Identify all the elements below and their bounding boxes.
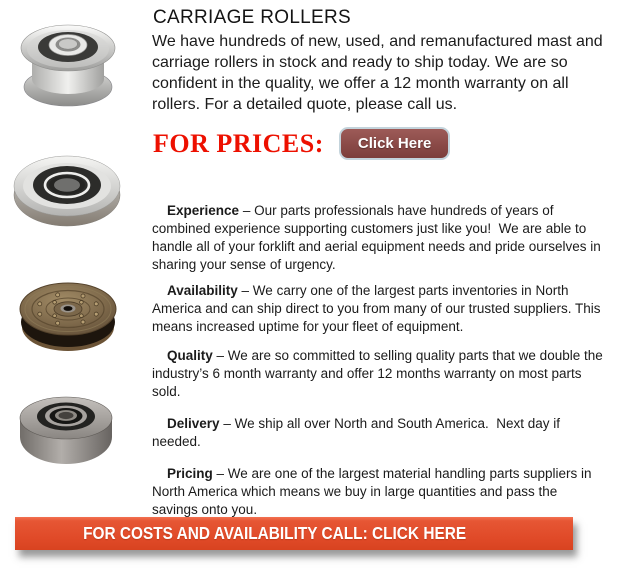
page-title: CARRIAGE ROLLERS [153, 7, 352, 28]
section-pricing-text: – We are one of the largest material handling parts suppliers in North America which means we buy in large quantities and pass the savings onto you. [152, 466, 596, 517]
for-prices-row [153, 127, 450, 160]
section-delivery-text: – We ship all over North and South America. Next day if needed. [152, 416, 564, 449]
section-experience-label: Experience [167, 203, 240, 218]
section-quality-label: Quality [167, 348, 213, 363]
costs-availability-banner-text: FOR COSTS AND AVAILABILITY CALL: CLICK HERE [83, 523, 467, 543]
click-here-button[interactable]: Click Here [339, 127, 450, 160]
costs-availability-banner[interactable] [15, 517, 573, 550]
carriage-roller-bearing-photo [12, 146, 122, 231]
section-pricing-label: Pricing [167, 466, 213, 481]
mast-roller-drum-photo [14, 385, 118, 477]
section-availability-label: Availability [167, 283, 238, 298]
section-availability-text: – We carry one of the largest parts inventories in North America and can ship direct to you from many of our trusted suppliers. This means increased uptime for your fleet of equipment. [152, 283, 605, 334]
sheave-pulley-roller-photo [16, 271, 120, 359]
section-experience-text: – Our parts professionals have hundreds of years of combined experience supporting customers just like you! We are able to handle all of your forklift and aerial equipment needs and pride ourselves in sharing your sense of urgency. [152, 203, 605, 272]
intro-paragraph: We have hundreds of new, used, and remanufactured mast and carriage rollers in stock and ready to ship today. We are so confident in the quality, we offer a 12 month warranty on all rollers. For a detailed quote, please call us. [152, 33, 608, 113]
section-quality-text: – We are so committed to selling quality parts that we double the industry’s 6 month warranty and offer 12 months warranty on most parts sold. [152, 348, 607, 399]
for-prices-label: FOR PRICES: [153, 128, 324, 158]
section-delivery-label: Delivery [167, 416, 220, 431]
flanged-carriage-roller-photo [16, 15, 120, 110]
